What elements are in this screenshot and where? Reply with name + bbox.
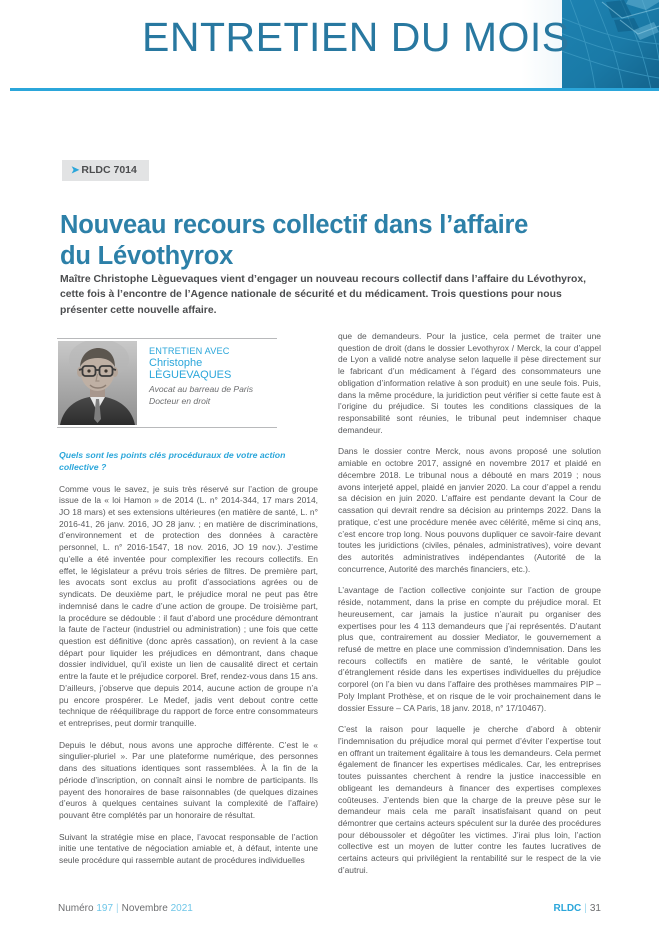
author-role-line-1: Avocat au barreau de Paris <box>149 384 253 394</box>
portrait-photo-christophe-leguevaques <box>58 341 137 425</box>
abstract-globe-grid-graphic <box>562 0 659 88</box>
footer-issue-number: 197 <box>96 903 114 914</box>
footer-separator: | <box>584 903 587 914</box>
interview-question-heading: Quels sont les points clés procéduraux de votre action collective ? <box>59 450 286 472</box>
author-role <box>149 384 277 407</box>
footer-month: Novembre <box>121 903 168 914</box>
rldc-badge-label: RLDC <box>81 164 111 176</box>
author-meta <box>149 346 277 407</box>
footer-brand-page <box>553 903 601 914</box>
paragraph: que de demandeurs. Pour la justice, cela permet de traiter une question de droit (dans le dossier Levothyrox / Merck, la cour d’appel de Lyon a validé notre analyse selon laquelle il pèse directement sur le fabricant d’un médicament à l’égard des consommateurs une obligation d’information relative à son produit) en une seule fois. Puis, dans la même procédure, la juridiction peut vérifier si cette faute est à l’origine du préjudice. Si toutes les conditions classiques de la responsabilité sont réunies, le tribunal peut indemniser chaque demandeur. <box>338 331 601 435</box>
paragraph: C’est la raison pour laquelle je cherche d’abord à obtenir l’indemnisation du préjudice moral qui permet d’éviter l’expertise tout en offrant un traitement égalitaire à tous les demandeurs. Cela permet également de financer les expertises médicales. Car, les entreprises toutes puissantes cherchent à rendre la justice inaccessible en obligeant les demandeurs à financer des expertises complexes coûteuses. J’entends bien que la charge de la preuve pèse sur le demandeur mais cela me paraît insatisfaisant quand on peut démontrer que certains acteurs spéculent sur la durée des procédures pour déboussoler et dégoûter les victimes. J’irai plus loin, l’action collective est un moyen de lutter contre les fautes lucratives de certains acteurs qui privilégient la rentabilité sur le respect de la vie d’autrui. <box>338 724 601 875</box>
article-title: Nouveau recours collectif dans l’affaire du Lévothyrox <box>60 211 529 271</box>
banner-bottom-rule <box>10 88 659 91</box>
article-standfirst: Maître Christophe Lèguevaques vient d’engager un nouveau recours collectif dans l’affaire du Lévothyrox, cette fois à l’encontre de l’Agence nationale de sécurité et du médicament. Trois questions pour nous présenter cette nouvelle affaire. <box>60 274 587 316</box>
author-box-top-rule <box>57 338 277 339</box>
paragraph: Suivant la stratégie mise en place, l’avocat responsable de l’action initie une tentative de négociation amiable et, à défaut, intente une seule procédure qui rassemble autant de procédures individuelles <box>59 831 318 866</box>
banner-title: ENTRETIEN DU MOIS <box>142 14 570 60</box>
footer-issue-label: Numéro <box>58 903 94 914</box>
footer-separator: | <box>116 903 119 914</box>
paragraph: Dans le dossier contre Merck, nous avons proposé une solution amiable en octobre 2017, assigné en novembre 2017 et plaidé en décembre 2018. Le tribunal nous a débouté en mars 2019 ; nous avons interjeté appel, plaidé en janvier 2020. La cour d’appel a rendu sa décision en juin 2020. L’affaire est pendante devant la Cour de cassation qui devrait rendre sa décision au printemps 2022. Dans la pratique, c’est une procédure menée avec célérité, même si cinq ans, c’est encore trop long. Nous pouvons dupliquer ce savoir-faire devant toutes les juridictions (civiles, pénales, administratives), voire devant des autorités administratives indépendantes (Autorité de la concurrence, Autorité des marchés financiers, etc.). <box>338 446 601 574</box>
body-column-left <box>59 450 318 867</box>
rldc-badge-code: 7014 <box>113 164 137 176</box>
footer-year: 2021 <box>170 903 193 914</box>
author-box-bottom-rule <box>57 427 277 428</box>
page-header-banner <box>0 0 659 88</box>
body-column-right <box>338 331 601 877</box>
rldc-reference-badge <box>62 160 149 181</box>
footer-issue-info <box>58 903 193 914</box>
interview-with-label: ENTRETIEN AVEC <box>149 346 230 356</box>
paragraph: Comme vous le savez, je suis très réservé sur l’action de groupe issue de la « loi Hamon » de 2014 (L. n° 2014-344, 17 mars 2014, JO 18 mars) et ses extensions ultérieures (en matière de santé, L. n° 2016-41, 26 janv. 2016, JO 28 janv. ; en matière de discriminations, d’environnement et de protection des données à caractère personnel, L. n° 2016-1547, 18 nov. 2016, JO 19 nov.). J’estime qu’elle a été inventée pour complexifier les recours collectifs. En effet, le législateur a prévu trois séries de filtres. De première part, les avocats sont exclus au profit d’associations agrées ou de syndicats. De deuxième part, le préjudice moral ne peut pas être indemnisé dans le cadre d’une action de groupe. De troisième part, la procédure se dédouble : il faut d’abord une procédure démontrant la faute de l’acteur (industriel ou administration) ; une fois que cette question est définitive (donc après cassation), on revient à la case départ pour liquider les préjudices en démontrant, dans chaque dossier individuel, qu’il existe un lien de causalité direct et certain entre la faute et le préjudice corporel. Bref, rendez-vous dans 15 ans. D’ailleurs, j’observe que depuis 2014, aucune action de groupe n’a pu encore prospérer. Le Medef, jadis vent debout contre cette technique de rééquilibrage du rapport de force entre consommateurs et entreprises, peut dormir tranquille. <box>59 483 318 728</box>
arrow-right-icon: ➤ <box>71 165 80 176</box>
author-name: Christophe LÈGUEVAQUES <box>149 357 232 381</box>
author-credit-box <box>57 338 277 428</box>
paragraph: Depuis le début, nous avons une approche différente. C’est le « singulier-pluriel ». Par une plateforme numérique, des personnes dans des situations identiques sont rassemblées. À la fin de la période d’inscription, on connaît ainsi le nombre de participants. Ils payent des honoraires de base raisonnables (de quelques dizaines d’euros à quelques centaines suivant la complexité de l’affaire) pouvant être complétés par un honoraire de résultat. <box>59 739 318 820</box>
paragraph: L’avantage de l’action collective conjointe sur l’action de groupe réside, notamment, dans la prise en compte du préjudice moral. Et heureusement, car jamais la justice n’aurait pu organiser des expertises pour les 4 113 demandeurs que j’ai représentés. D’autant plus que, contrairement au dossier Mediator, le gouvernement a refusé de mettre en place une commission d’indemnisation. Dans les recours collectifs en matière de santé, le véritable goulot d’étranglement réside dans les expertises individuelles du préjudice corporel (on l’a bien vu dans l’affaire des prothèses mammaires PIP – Poly Implant Prothèse, et on risque de le voir prochainement dans le dossier Essure – CA Paris, 18 janv. 2018, n° 17/10467). <box>338 585 601 713</box>
footer-brand: RLDC <box>553 903 582 914</box>
footer-page-number: 31 <box>589 903 601 914</box>
author-role-line-2: Docteur en droit <box>149 395 211 406</box>
